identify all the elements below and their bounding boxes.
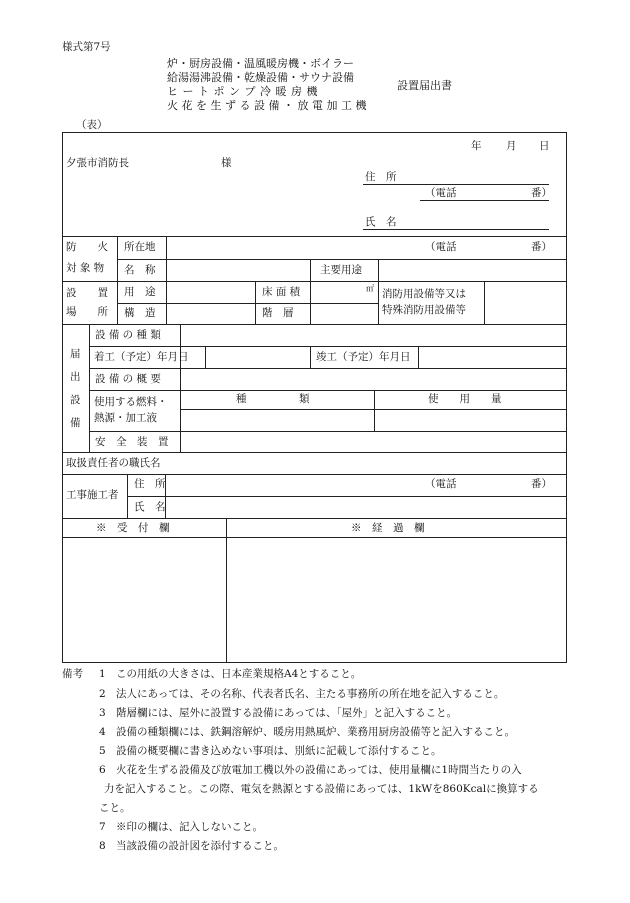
applicant-name-label: 氏 名 bbox=[365, 216, 397, 228]
progress-area[interactable] bbox=[227, 538, 566, 662]
floor-area-label: 床 面 積 bbox=[262, 286, 301, 298]
note-text: 設備の種類欄には、鉄鋼溶解炉、暖房用熱風炉、業務用厨房設備等と記入すること。 bbox=[116, 726, 515, 738]
target-tel-suffix: 番） bbox=[531, 241, 552, 253]
reception-area[interactable] bbox=[63, 538, 225, 662]
area-unit: ㎡ bbox=[366, 284, 374, 293]
main-use-label: 主要用途 bbox=[320, 264, 362, 276]
title-suffix: 設置届出書 bbox=[397, 79, 452, 92]
note-num: 3 bbox=[99, 707, 106, 719]
location-field[interactable] bbox=[167, 237, 417, 258]
note-num: 2 bbox=[99, 688, 106, 700]
note-num: 4 bbox=[99, 726, 106, 738]
honorific: 様 bbox=[221, 157, 232, 169]
note-num: 6 bbox=[99, 764, 106, 776]
end-date-field[interactable] bbox=[419, 347, 566, 367]
note-num: 1 bbox=[99, 668, 106, 680]
note-text: 法人にあっては、その名称、代表者氏名、主たる事務所の所在地を記入すること。 bbox=[116, 688, 505, 700]
note-text-continued: こと。 bbox=[99, 802, 131, 814]
manager-field[interactable] bbox=[176, 453, 566, 473]
kind-header: 種 類 bbox=[236, 393, 310, 405]
applicant-tel-line[interactable] bbox=[420, 200, 549, 201]
fire-equipment-label-2: 特殊消防用設備等 bbox=[382, 304, 466, 316]
overview-label: 設 備 の 概 要 bbox=[95, 373, 161, 385]
equipment-group-char-2: 出 bbox=[70, 371, 81, 383]
title-line-3: ヒ ー ト ポ ン プ 冷 暖 房 機 bbox=[167, 85, 318, 98]
main-use-field[interactable] bbox=[379, 260, 566, 280]
note-text: 階層欄には、屋外に設置する設備にあっては、「屋外」と記入すること。 bbox=[116, 707, 458, 719]
floor-field[interactable] bbox=[311, 304, 377, 323]
safety-field[interactable] bbox=[181, 432, 566, 451]
target-group-label-1: 防 火 bbox=[66, 241, 108, 253]
notes-heading: 備考 bbox=[62, 668, 83, 680]
start-date-field[interactable] bbox=[206, 347, 309, 367]
floor-label: 階 層 bbox=[262, 307, 294, 319]
date-day-label: 日 bbox=[539, 140, 550, 152]
side-label: （表） bbox=[76, 119, 108, 131]
reception-header: ※ 受 付 欄 bbox=[96, 522, 170, 534]
contractor-name-label: 氏 名 bbox=[134, 501, 166, 513]
target-tel-label: （電話 bbox=[425, 241, 457, 253]
structure-field[interactable] bbox=[167, 304, 254, 323]
applicant-tel-label: （電話 bbox=[425, 187, 457, 199]
note-text: 設備の概要欄に書き込めない事項は、別紙に記載して添付すること。 bbox=[116, 745, 442, 757]
note-text-continued: 力を記入すること。この際、電気を熱源とする設備にあっては、1kWを860Kcalに換算する bbox=[104, 783, 539, 795]
contractor-address-field[interactable] bbox=[166, 475, 416, 495]
note-text: 当該設備の設計図を添付すること。 bbox=[116, 840, 284, 852]
fuel-label-2: 熱源・加工液 bbox=[94, 412, 157, 424]
place-group-label-2: 場 所 bbox=[66, 306, 108, 318]
start-date-label: 着工（予定）年月日 bbox=[94, 351, 189, 363]
note-text: 火花を生ずる設備及び放電加工機以外の設備にあっては、使用量欄に1時間当たりの入 bbox=[116, 764, 522, 776]
title-line-1: 炉・厨房設備・温風暖房機・ボイラー bbox=[167, 57, 354, 70]
structure-label: 構 造 bbox=[124, 307, 156, 319]
date-month-label: 月 bbox=[506, 140, 517, 152]
safety-label: 安 全 装 置 bbox=[95, 436, 169, 448]
target-name-label: 名 称 bbox=[124, 264, 156, 276]
fire-equipment-label-1: 消防用設備等又は bbox=[382, 288, 466, 300]
contractor-tel-label: （電話 bbox=[425, 478, 457, 490]
amount-header: 使 用 量 bbox=[428, 393, 502, 405]
location-label: 所在地 bbox=[124, 241, 156, 253]
date-year-label: 年 bbox=[471, 140, 482, 152]
contractor-name-field[interactable] bbox=[166, 497, 566, 517]
overview-field[interactable] bbox=[181, 369, 566, 389]
floor-area-field[interactable] bbox=[311, 282, 365, 302]
form-number: 様式第7号 bbox=[62, 41, 111, 53]
place-group-label-1: 設 置 bbox=[66, 287, 108, 299]
applicant-name-line[interactable] bbox=[363, 229, 549, 230]
addressee: 夕張市消防長 bbox=[66, 157, 129, 169]
contractor-tel-suffix: 番） bbox=[531, 478, 552, 490]
kind-field[interactable] bbox=[181, 410, 373, 430]
note-num: 5 bbox=[99, 745, 106, 757]
fuel-label-1: 使用する燃料・ bbox=[94, 396, 168, 408]
fire-equipment-field[interactable] bbox=[485, 282, 566, 323]
note-text: この用紙の大きさは、日本産業規格A4とすること。 bbox=[116, 668, 362, 680]
contractor-address-label: 住 所 bbox=[134, 478, 166, 490]
progress-header: ※ 経 過 欄 bbox=[351, 522, 425, 534]
use-field[interactable] bbox=[167, 282, 254, 302]
amount-field[interactable] bbox=[375, 410, 566, 430]
use-label: 用 途 bbox=[124, 286, 156, 298]
target-name-field[interactable] bbox=[167, 260, 309, 280]
applicant-tel-suffix: 番） bbox=[531, 187, 552, 199]
note-num: 8 bbox=[99, 840, 106, 852]
equipment-group-char-1: 届 bbox=[70, 348, 81, 360]
equipment-group-char-3: 設 bbox=[70, 394, 81, 406]
equipment-group-char-4: 備 bbox=[70, 417, 81, 429]
note-text: ※印の欄は、記入しないこと。 bbox=[116, 821, 263, 833]
end-date-label: 竣工（予定）年月日 bbox=[316, 351, 411, 363]
title-line-2: 給湯湯沸設備・乾燥設備・サウナ設備 bbox=[167, 71, 354, 84]
target-group-label-2: 対 象 物 bbox=[66, 262, 105, 274]
manager-label: 取扱責任者の職氏名 bbox=[66, 457, 161, 469]
contractor-group-label: 工事施工者 bbox=[66, 489, 119, 501]
equipment-type-field[interactable] bbox=[181, 325, 566, 345]
note-num: 7 bbox=[99, 821, 106, 833]
applicant-address-label: 住 所 bbox=[365, 171, 397, 183]
title-line-4: 火 花 を 生 ず る 設 備 ・ 放 電 加 工 機 bbox=[167, 99, 367, 112]
equipment-type-label: 設 備 の 種 類 bbox=[95, 329, 161, 341]
applicant-address-line[interactable] bbox=[363, 184, 549, 185]
